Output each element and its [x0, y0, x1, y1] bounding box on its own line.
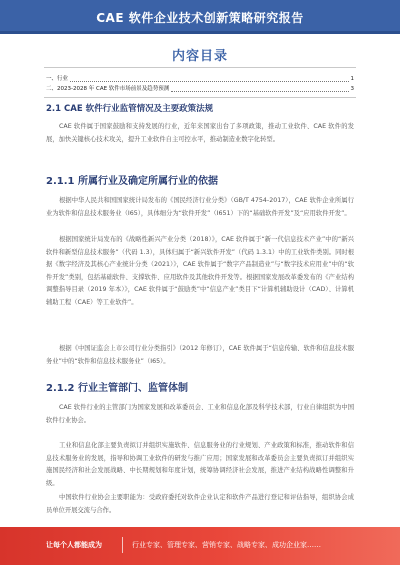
- toc-entry-page: 1: [350, 76, 354, 82]
- section-heading: 2.1 CAE 软件行业监管情况及主要政策法规: [46, 104, 214, 114]
- section-heading: 2.1.1 所属行业及确定所属行业的依据: [46, 176, 218, 187]
- body-paragraph: 中国软件行业协会主要职能为：受政府委托对软件企业认定和软件产品进行登记和评估指导，组织协会成员单位开展交流与合作。: [46, 494, 354, 514]
- toc-heading: 内容目录: [171, 49, 228, 64]
- body-paragraph: 根据国家统计局发布的《战略性新兴产业分类（2018）》，CAE 软件属于“新一代信息技术产业”中的“新兴软件和新型信息技术服务”（代码 1.3），具体归属于“新兴软件开发”（代码 1.3.1）中的工业软件类别。同时根据《数字经济及其核心产业统计分类（2021）》，CAE 软件属于“数字产品制造业”与“数字技术应用业”中的“软件开发”类别，包括基础软件、支撑软件、应用软件及其他软件开发等。根据国家发展改革委发布的《产业结构调整指导目录（2019 年本）》，CAE 软件属于“鼓励类”中“信息产业”类目下“计算机辅助设计（CAD）、计算机辅助工程（CAE）等工业软件”。: [46, 236, 354, 306]
- toc-entry-label: 二、2023-2028 年 CAE 软件市场前景及趋势预测: [46, 86, 170, 92]
- section-heading: 2.1.2 行业主管部门、监管体制: [46, 383, 188, 394]
- body-paragraph: CAE 软件行业的主管部门为国家发展和改革委员会、工业和信息化部及科学技术部，行业自律组织为中国软件行业协会。: [46, 404, 354, 424]
- toc-entry-page: 3: [350, 86, 354, 92]
- toc-leader-dots: [70, 81, 348, 82]
- toc-entry-label: 一、行业: [46, 76, 69, 82]
- document-title: CAE 软件企业技术创新策略研究报告: [96, 11, 304, 25]
- toc-entry[interactable]: [46, 84, 354, 95]
- toc-bottom-rule: [44, 97, 356, 98]
- header-stripe: [0, 31, 400, 34]
- footer-slogan-left: 让每个人都能成为: [46, 541, 102, 549]
- body-paragraph: CAE 软件属于国家鼓励和支持发展的行业，近年来国家出台了多项政策，推动工业软件、CAE 软件的发展，加快关键核心技术攻关，提升工业软件自主可控水平，推动制造业数字化转型。: [46, 123, 354, 143]
- body-paragraph: 根据《中国证监会上市公司行业分类指引》（2012 年修订），CAE 软件属于“信息传输、软件和信息技术服务业”中的“软件和信息技术服务业”（I65）。: [46, 345, 354, 365]
- toc-top-rule: [44, 67, 356, 68]
- footer-slogan-right: 行业专家、管理专家、营销专家、战略专家、成功企业家……: [132, 541, 321, 549]
- body-paragraph: 工业和信息化部主要负责拟订并组织实施软件、信息服务业的行业规划、产业政策和标准，推动软件和信息技术服务业的发展，指导和协调工业软件的研发与推广应用；国家发展和改革委员会主要负责拟订并组织实施国民经济和社会发展战略、中长期规划和年度计划，统筹协调经济社会发展，推进产业结构战略性调整和升级。: [46, 442, 354, 487]
- toc-leader-dots: [171, 91, 348, 92]
- body-paragraph: 根据中华人民共和国国家统计局发布的《国民经济行业分类》（GB/T 4754-2017），CAE 软件企业所属行业为软件和信息技术服务业（I65），具体细分为“软件开发”（I651）下的“基础软件开发”及“应用软件开发”。: [46, 197, 354, 217]
- footer-divider: [122, 537, 123, 553]
